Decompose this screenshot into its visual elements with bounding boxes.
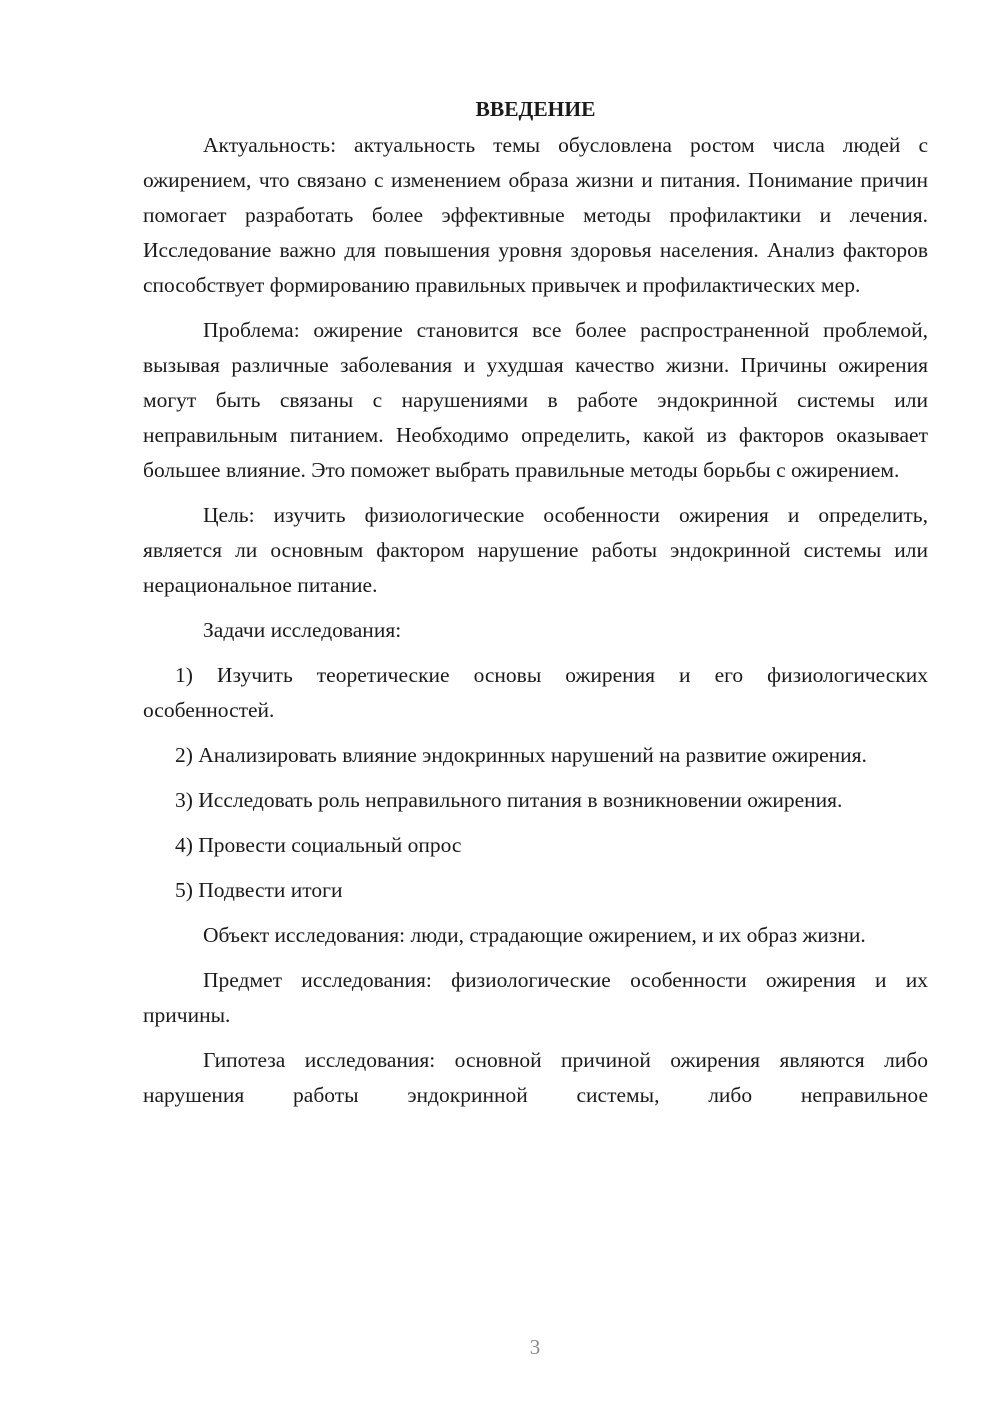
tasks-title: Задачи исследования: bbox=[203, 618, 402, 642]
task-item-4: 4) Провести социальный опрос bbox=[175, 833, 462, 857]
task-item-3: 3) Исследовать роль неправильного питания в возникновении ожирения. bbox=[175, 788, 843, 812]
task-item-2: 2) Анализировать влияние эндокринных нарушений на развитие ожирения. bbox=[175, 743, 867, 767]
document-page bbox=[143, 92, 928, 1123]
hypothesis-paragraph: Гипотеза исследования: основной причиной ожирения являются либо нарушения работы эндокринной системы, либо неправильное bbox=[143, 1048, 928, 1107]
subject-paragraph: Предмет исследования: физиологические особенности ожирения и их причины. bbox=[143, 968, 928, 1027]
task-item-1: 1) Изучить теоретические основы ожирения и его физиологических особенностей. bbox=[143, 663, 928, 722]
task-item-5: 5) Подвести итоги bbox=[175, 878, 343, 902]
goal-paragraph: Цель: изучить физиологические особенности ожирения и определить, является ли основным фактором нарушение работы эндокринной системы или нерациональное питание. bbox=[143, 503, 928, 597]
page-number: 3 bbox=[529, 1335, 541, 1359]
problem-paragraph: Проблема: ожирение становится все более распространенной проблемой, вызывая различные заболевания и ухудшая качество жизни. Причины ожирения могут быть связаны с нарушениями в работе эндокринной системы или неправильным питанием. Необходимо определить, какой из факторов оказывает большее влияние. Это поможет выбрать правильные методы борьбы с ожирением. bbox=[143, 318, 928, 482]
section-heading: ВВЕДЕНИЕ bbox=[475, 97, 596, 121]
object-paragraph: Объект исследования: люди, страдающие ожирением, и их образ жизни. bbox=[203, 923, 866, 947]
relevance-paragraph: Актуальность: актуальность темы обусловлена ростом числа людей с ожирением, что связано с изменением образа жизни и питания. Понимание причин помогает разработать более эффективные методы профилактики и лечения. Исследование важно для повышения уровня здоровья населения. Анализ факторов способствует формированию правильных привычек и профилактических мер. bbox=[143, 133, 928, 297]
